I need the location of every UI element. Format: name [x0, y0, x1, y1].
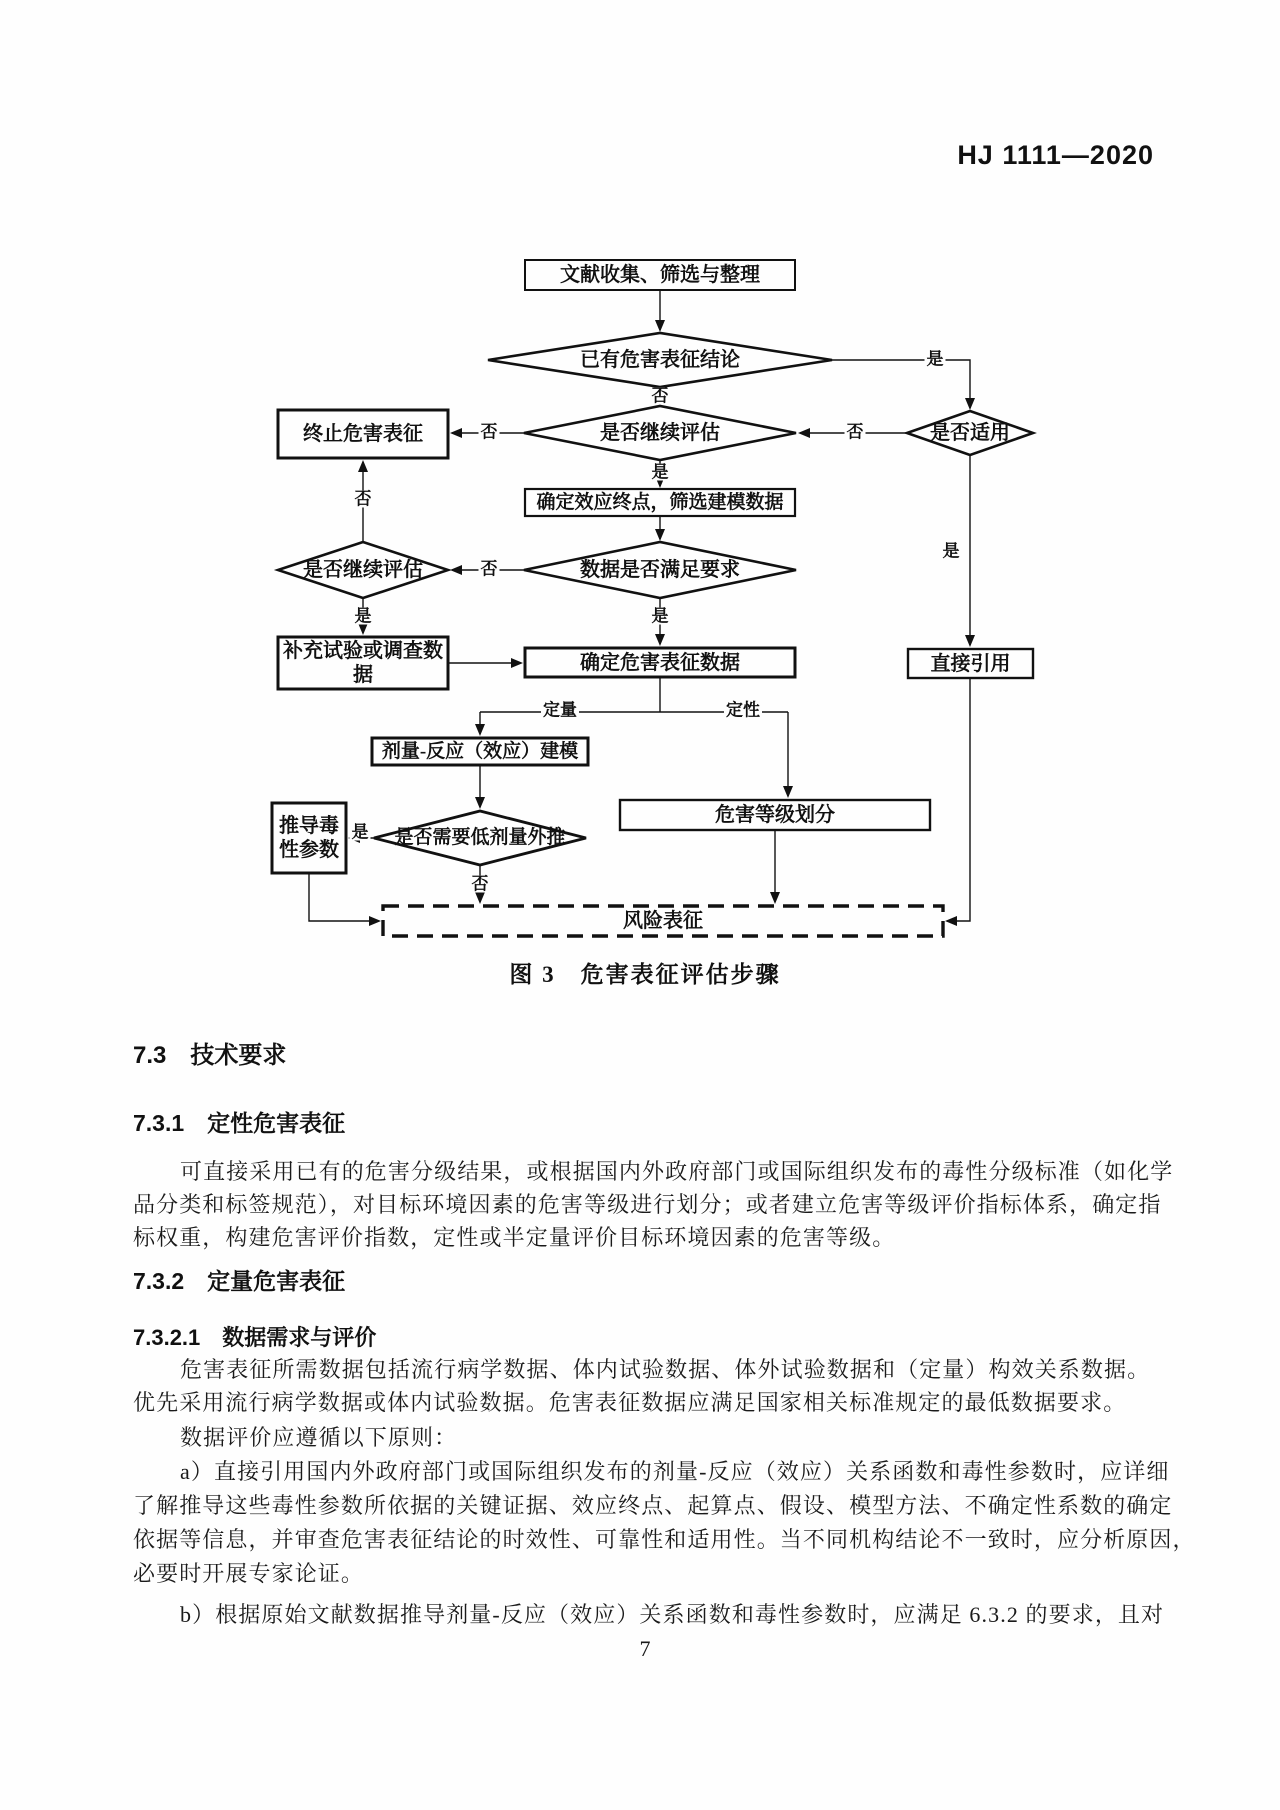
figure-caption: 图 3 危害表征评估步骤: [509, 962, 781, 987]
edge-label-yes-data-satisfy: 是: [651, 606, 669, 626]
flow-node-low-dose-label: 是否需要低剂量外推: [394, 827, 566, 848]
body-line: 品分类和标签规范），对目标环境因素的危害等级进行划分；或者建立危害等级评价指标体系，确定指: [133, 1192, 1162, 1217]
flow-node-terminate-label: 终止危害表征: [303, 423, 423, 445]
flow-node-collect-label: 文献收集、筛选与整理: [560, 264, 760, 286]
section-7-3-1-paragraph: [133, 1155, 1178, 1254]
principle-b-paragraph: [133, 1598, 1178, 1632]
body-line: 优先采用流行病学数据或体内试验数据。危害表征数据应满足国家相关标准规定的最低数据要求。: [133, 1390, 1127, 1415]
principle-a-paragraph: [133, 1455, 1196, 1591]
edge-label-yes-low-dose: 是: [351, 822, 369, 842]
edge-label-yes-to-applicable: 是: [926, 349, 944, 369]
edge-label-no-continue-left: 否: [354, 489, 372, 509]
body-line: 危害表征所需数据包括流行病学数据、体内试验数据、体外试验数据和（定量）构效关系数据。: [180, 1357, 1151, 1382]
edge-label-no-data-satisfy: 否: [480, 559, 498, 579]
flow-node-data-satisfy-label: 数据是否满足要求: [580, 559, 740, 581]
body-line: 必要时开展专家论证。: [133, 1561, 365, 1586]
flow-node-determine-label: 确定危害表征数据: [580, 651, 740, 674]
section-7-3-2-1-title: 7.3.2.1 数据需求与评价: [133, 1325, 377, 1350]
flow-node-dose-model-label: 剂量-反应（效应）建模: [381, 740, 579, 762]
flow-node-derive-tox-label: 推导毒性参数: [279, 815, 339, 861]
section-7-3-2-title: 7.3.2 定量危害表征: [133, 1268, 346, 1294]
flow-node-risk-char-label: 风险表征: [623, 910, 703, 932]
flow-node-applicable-label: 是否适用: [930, 422, 1010, 444]
flow-node-supplement-label: 补充试验或调查数据: [283, 640, 443, 686]
edge-label-yes-applicable: 是: [942, 541, 960, 561]
flow-node-continue-left-label: 是否继续评估: [303, 559, 423, 581]
body-line: b）根据原始文献数据推导剂量-反应（效应）关系函数和毒性参数时，应满足 6.3.2 的要求，且对: [180, 1602, 1165, 1627]
body-line: 可直接采用已有的危害分级结果，或根据国内外政府部门或国际组织发布的毒性分级标准（如化学: [180, 1159, 1174, 1184]
flow-node-has-conclusion-label: 已有危害表征结论: [580, 349, 740, 371]
edge-label-quantitative: 定量: [543, 700, 577, 720]
section-7-3-1-title: 7.3.1 定性危害表征: [133, 1110, 346, 1136]
edge-label-qualitative: 定性: [726, 700, 760, 720]
data-needs-paragraph: [133, 1353, 1178, 1419]
flow-node-endpoint-label: 确定效应终点，筛选建模数据: [536, 491, 784, 513]
data-evaluation-lead-paragraph: [133, 1421, 1178, 1454]
body-line: 依据等信息，并审查危害表征结论的时效性、可靠性和适用性。当不同机构结论不一致时，应分析原因，: [133, 1527, 1196, 1552]
flow-node-direct-cite-label: 直接引用: [930, 652, 1011, 675]
flow-node-continue-mid-label: 是否继续评估: [600, 422, 720, 444]
edge-label-yes-continue-mid: 是: [651, 462, 669, 482]
body-line: 数据评价应遵循以下原则：: [180, 1425, 458, 1450]
edge-label-no-after-conclusion: 否: [651, 386, 669, 406]
body-line: a）直接引用国内外政府部门或国际组织发布的剂量-反应（效应）关系函数和毒性参数时，应详细: [180, 1459, 1170, 1484]
section-7-3-title: 7.3 技术要求: [133, 1042, 287, 1069]
body-line: 了解推导这些毒性参数所依据的关键证据、效应终点、起算点、假设、模型方法、不确定性系数的确定: [133, 1493, 1173, 1518]
edge-label-no-low-dose: 否: [471, 874, 489, 894]
flow-node-hazard-class-label: 危害等级划分: [715, 804, 835, 826]
edge-label-no-continue-mid: 否: [480, 422, 498, 442]
doc-code-header: HJ 1111—2020: [957, 140, 1154, 170]
edge-label-no-applicable: 否: [846, 422, 864, 442]
edge-label-yes-continue-left: 是: [354, 606, 372, 626]
page-number: 7: [639, 1636, 651, 1661]
body-line: 标权重，构建危害评价指数，定性或半定量评价目标环境因素的危害等级。: [133, 1225, 896, 1250]
